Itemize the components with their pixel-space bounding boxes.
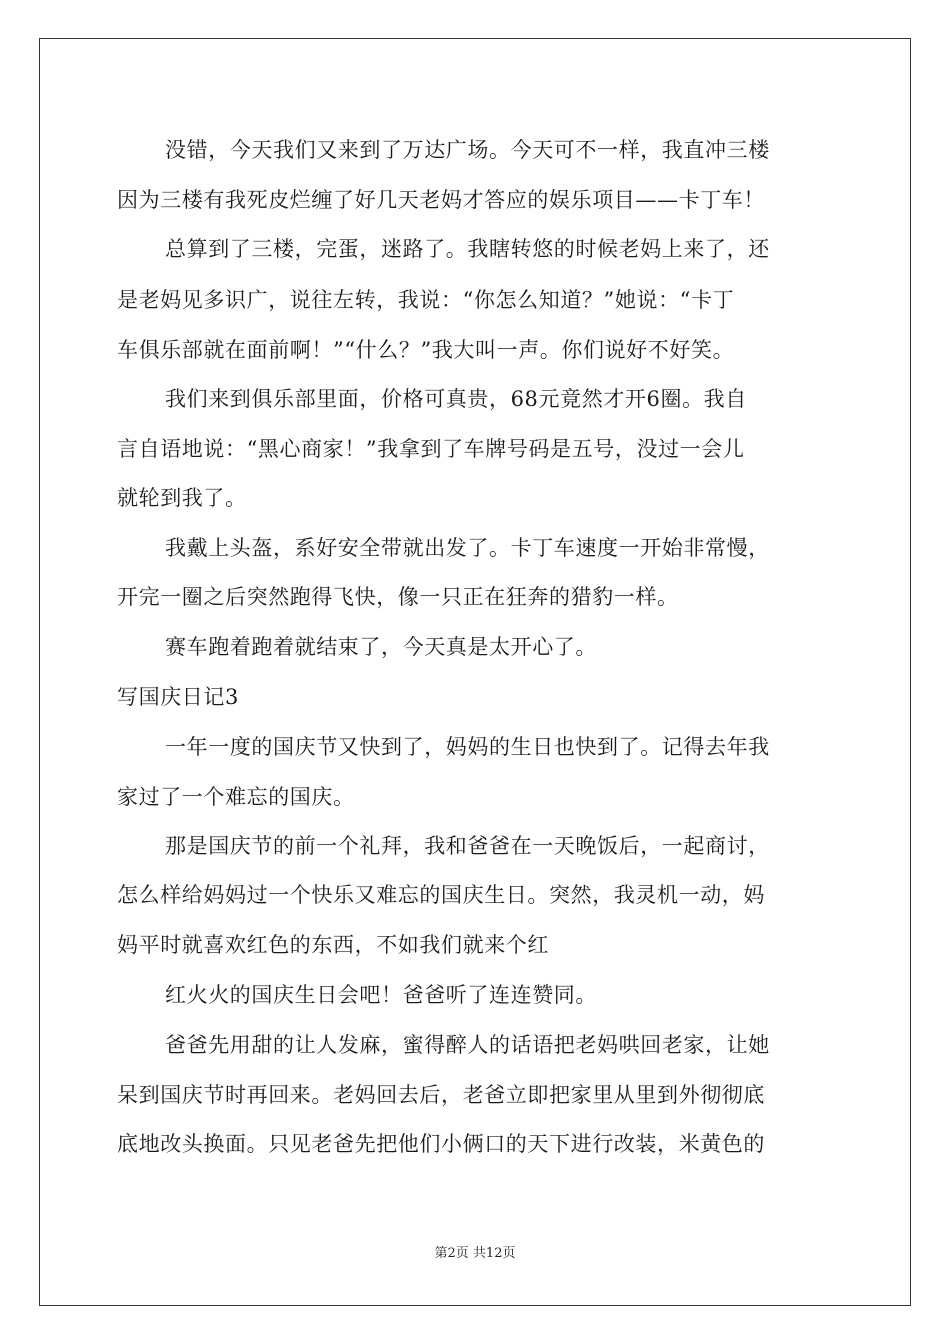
text-line: 那是国庆节的前一个礼拜，我和爸爸在一天晚饭后，一起商讨， — [165, 834, 770, 858]
text-line: 因为三楼有我死皮烂缠了好几天老妈才答应的娱乐项目——卡丁车！ — [117, 188, 765, 212]
text-line: 怎么样给妈妈过一个快乐又难忘的国庆生日。突然，我灵机一动，妈 — [117, 883, 765, 907]
page-footer: 第2页 共12页 — [434, 1246, 516, 1261]
text-line: 红火火的国庆生日会吧！爸爸听了连连赞同。 — [165, 983, 597, 1007]
section-heading: 写国庆日记3 — [117, 685, 239, 709]
text-line: 是老妈见多识广，说往左转，我说：“你怎么知道？”她说：“卡丁 — [117, 288, 735, 312]
text-line: 爸爸先用甜的让人发麻，蜜得醉人的话语把老妈哄回老家，让她 — [165, 1033, 770, 1057]
text-line: 底地改头换面。只见老爸先把他们小俩口的天下进行改装，米黄色的 — [117, 1132, 765, 1156]
text-line: 没错，今天我们又来到了万达广场。今天可不一样，我直冲三楼 — [165, 138, 770, 162]
text-line: 开完一圈之后突然跑得飞快，像一只正在狂奔的猎豹一样。 — [117, 585, 679, 609]
text-line: 一年一度的国庆节又快到了，妈妈的生日也快到了。记得去年我 — [165, 735, 770, 759]
text-line: 呆到国庆节时再回来。老妈回去后，老爸立即把家里从里到外彻彻底 — [117, 1083, 765, 1107]
text-line: 我们来到俱乐部里面，价格可真贵，68元竟然才开6圈。我自 — [165, 387, 747, 411]
text-line: 车俱乐部就在面前啊！”“什么？”我大叫一声。你们说好不好笑。 — [117, 338, 735, 362]
text-line: 我戴上头盔，系好安全带就出发了。卡丁车速度一开始非常慢， — [165, 536, 770, 560]
page-border — [39, 38, 911, 1306]
text-line: 妈平时就喜欢红色的东西，不如我们就来个红 — [117, 933, 549, 957]
text-line: 赛车跑着跑着就结束了，今天真是太开心了。 — [165, 635, 597, 659]
text-line: 就轮到我了。 — [117, 486, 247, 510]
text-line: 家过了一个难忘的国庆。 — [117, 785, 355, 809]
text-line: 言自语地说：“黑心商家！”我拿到了车牌号码是五号，没过一会儿 — [117, 437, 745, 461]
text-line: 总算到了三楼，完蛋，迷路了。我瞎转悠的时候老妈上来了，还 — [165, 237, 770, 261]
